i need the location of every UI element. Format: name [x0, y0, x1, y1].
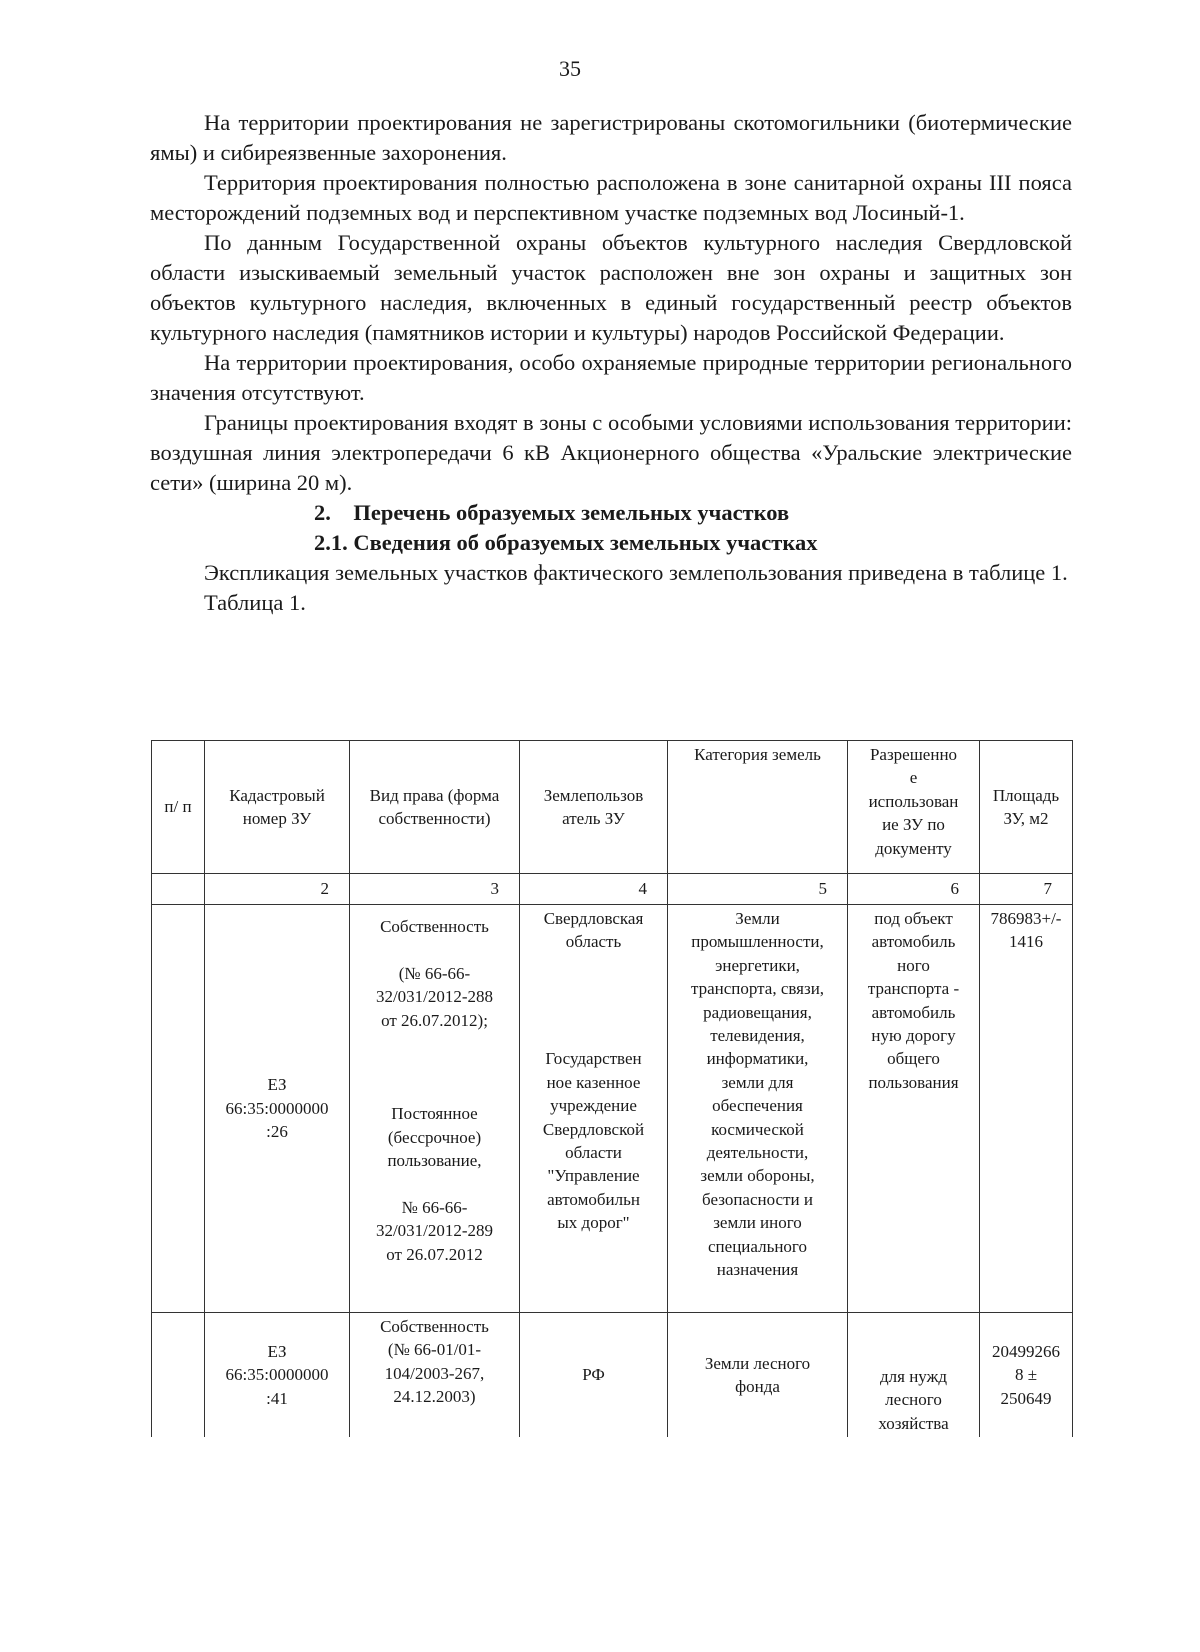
table-cell: ЕЗ 66:35:0000000 :41: [205, 1313, 350, 1438]
header-cell: Кадастровый номер ЗУ: [205, 741, 350, 874]
land-plots-table: [151, 740, 1073, 1437]
paragraph: На территории проектирования не зарегистрированы скотомогильники (биотермические ямы) и сибиреязвенные захоронения.: [150, 110, 1072, 165]
paragraph: Границы проектирования входят в зоны с особыми условиями использования территории: воздушная линия электропередачи 6 кВ Акционерного общества «Уральские электрические сети» (ширина 20 м).: [150, 410, 1072, 495]
number-cell: [152, 874, 205, 905]
header-cell: Вид права (форма собственности): [350, 741, 520, 874]
table-cell: ЕЗ 66:35:0000000 :26: [205, 905, 350, 1313]
number-cell: 5: [668, 874, 848, 905]
document-body: [150, 108, 1072, 618]
number-cell: 7: [980, 874, 1073, 905]
table-cell: [152, 1313, 205, 1438]
table-cell: Земли промышленности, энергетики, транспорта, связи, радиовещания, телевидения, информатики, земли для обеспечения космической деятельности, земли обороны, безопасности и земли иного специального назначения: [668, 905, 848, 1313]
table-cell: 786983+/- 1416: [980, 905, 1073, 1313]
header-cell: Площадь ЗУ, м2: [980, 741, 1073, 874]
page-number: 35: [559, 56, 581, 81]
table-header-row: [152, 741, 1073, 874]
header-cell: Землепользов атель ЗУ: [520, 741, 668, 874]
table-cell: РФ: [520, 1313, 668, 1438]
table-row: [152, 1313, 1073, 1438]
table-cell: для нужд лесного хозяйства: [848, 1313, 980, 1438]
table-cell: [152, 905, 205, 1313]
paragraph: На территории проектирования, особо охраняемые природные территории регионального значения отсутствуют.: [150, 350, 1072, 405]
number-cell: 2: [205, 874, 350, 905]
column-number-row: [152, 874, 1073, 905]
table-cell: Собственность (№ 66-66- 32/031/2012-288 от 26.07.2012); Постоянное (бессрочное) пользование, № 66-66- 32/031/2012-289 от 26.07.2012: [350, 905, 520, 1313]
subsection-heading: 2.1. Сведения об образуемых земельных участках: [314, 530, 818, 555]
number-cell: 6: [848, 874, 980, 905]
number-cell: 3: [350, 874, 520, 905]
intro-paragraph: Экспликация земельных участков фактического землепользования приведена в таблице 1.: [204, 560, 1068, 585]
table-cell: Свердловская область Государствен ное казенное учреждение Свердловской области "Управление автомобильн ых дорог": [520, 905, 668, 1313]
section-heading: 2. Перечень образуемых земельных участков: [314, 500, 790, 525]
table-caption: Таблица 1.: [204, 590, 306, 615]
paragraph: По данным Государственной охраны объектов культурного наследия Свердловской области изыскиваемый земельный участок расположен вне зон охраны и защитных зон объектов культурного наследия, включенных в единый государственный реестр объектов культурного наследия (памятников истории и культуры) народов Российской Федерации.: [150, 230, 1072, 345]
table-cell: под объект автомобиль ного транспорта - автомобиль ную дорогу общего пользования: [848, 905, 980, 1313]
table-cell: Собственность (№ 66-01/01- 104/2003-267, 24.12.2003): [350, 1313, 520, 1438]
header-cell: Разрешенно е использован ие ЗУ по документу: [848, 741, 980, 874]
header-cell: п/ п: [152, 741, 205, 874]
paragraph: Территория проектирования полностью расположена в зоне санитарной охраны III пояса месторождений подземных вод и перспективном участке подземных вод Лосиный-1.: [150, 170, 1072, 225]
table-row: [152, 905, 1073, 1313]
table-cell: Земли лесного фонда: [668, 1313, 848, 1438]
number-cell: 4: [520, 874, 668, 905]
table-cell: 20499266 8 ± 250649: [980, 1313, 1073, 1438]
header-cell: Категория земель: [668, 741, 848, 874]
